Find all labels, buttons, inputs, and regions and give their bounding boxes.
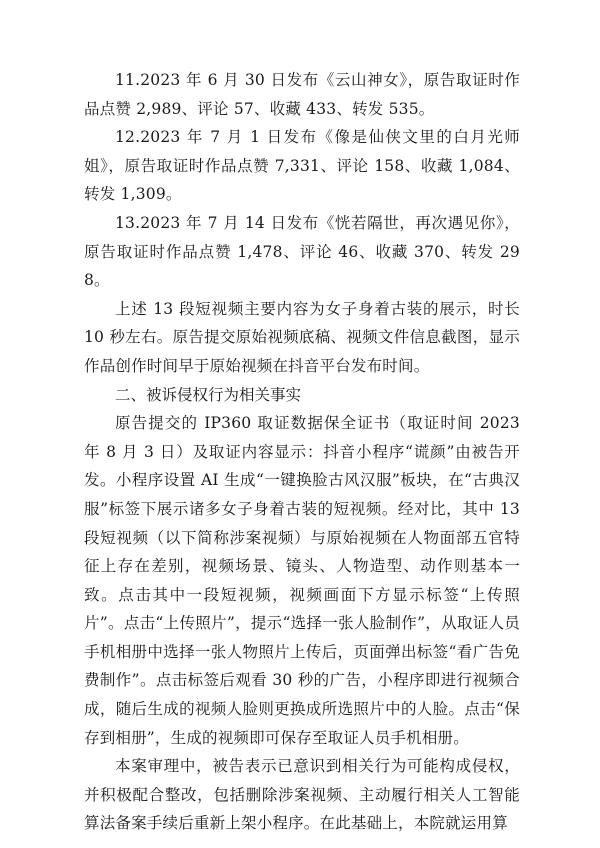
paragraph-item-13: 13.2023 年 7 月 14 日发布《恍若隔世，再次遇见你》，原告取证时作品点赞 1,478、评论 46、收藏 370、转发 298。 bbox=[84, 213, 520, 290]
paragraph-evidence: 原告提交的 IP360 取证数据保全证书（取证时间 2023 年 8 月 3 日）及取证内容显示：抖音小程序“谎颜”由被告开发。小程序设置 AI 生成“一键换脸古风汉服”板块，在“古典汉服”标签下展示诸多女子身着古装的短视频。经对比，其中 13 段短视频（以下简称涉案视频）与原始视频在人物面部五官特征上存在差别，视频场景、镜头、人物造型、动作则基本一致。点击其中一段短视频，视频画面下方显示标签“上传照片”。点击“上传照片”，提示“选择一张人脸制作”，从取证人员手机相册中选择一张人物照片上传后，页面弹出标签“看广告免费制作”。点击标签后观看 30 秒的广告，小程序即进行视频合成，随后生成的视频人脸则更换成所选照片中的人脸。点击“保存到相册”，生成的视频即可保存至取证人员手机相册。 bbox=[84, 414, 520, 747]
document-body bbox=[84, 66, 520, 838]
paragraph-trial: 本案审理中，被告表示已意识到相关行为可能构成侵权，并积极配合整改，包括删除涉案视频、主动履行相关人工智能算法备案手续后重新上架小程序。在此基础上，本院就运用算 bbox=[84, 757, 520, 833]
section-heading: 二、被诉侵权行为相关事实 bbox=[115, 385, 302, 404]
paragraph-item-11: 11.2023 年 6 月 30 日发布《云山神女》，原告取证时作品点赞 2,989、评论 57、收藏 433、转发 535。 bbox=[84, 71, 520, 118]
paragraph-summary: 上述 13 段短视频主要内容为女子身着古装的展示，时长 10 秒左右。原告提交原始视频底稿、视频文件信息截图，显示作品创作时间早于原始视频在抖音平台发布时间。 bbox=[84, 299, 520, 375]
paragraph-item-12: 12.2023 年 7 月 1 日发布《像是仙侠文里的白月光师姐》，原告取证时作品点赞 7,331、评论 158、收藏 1,084、转发 1,309。 bbox=[84, 128, 520, 204]
